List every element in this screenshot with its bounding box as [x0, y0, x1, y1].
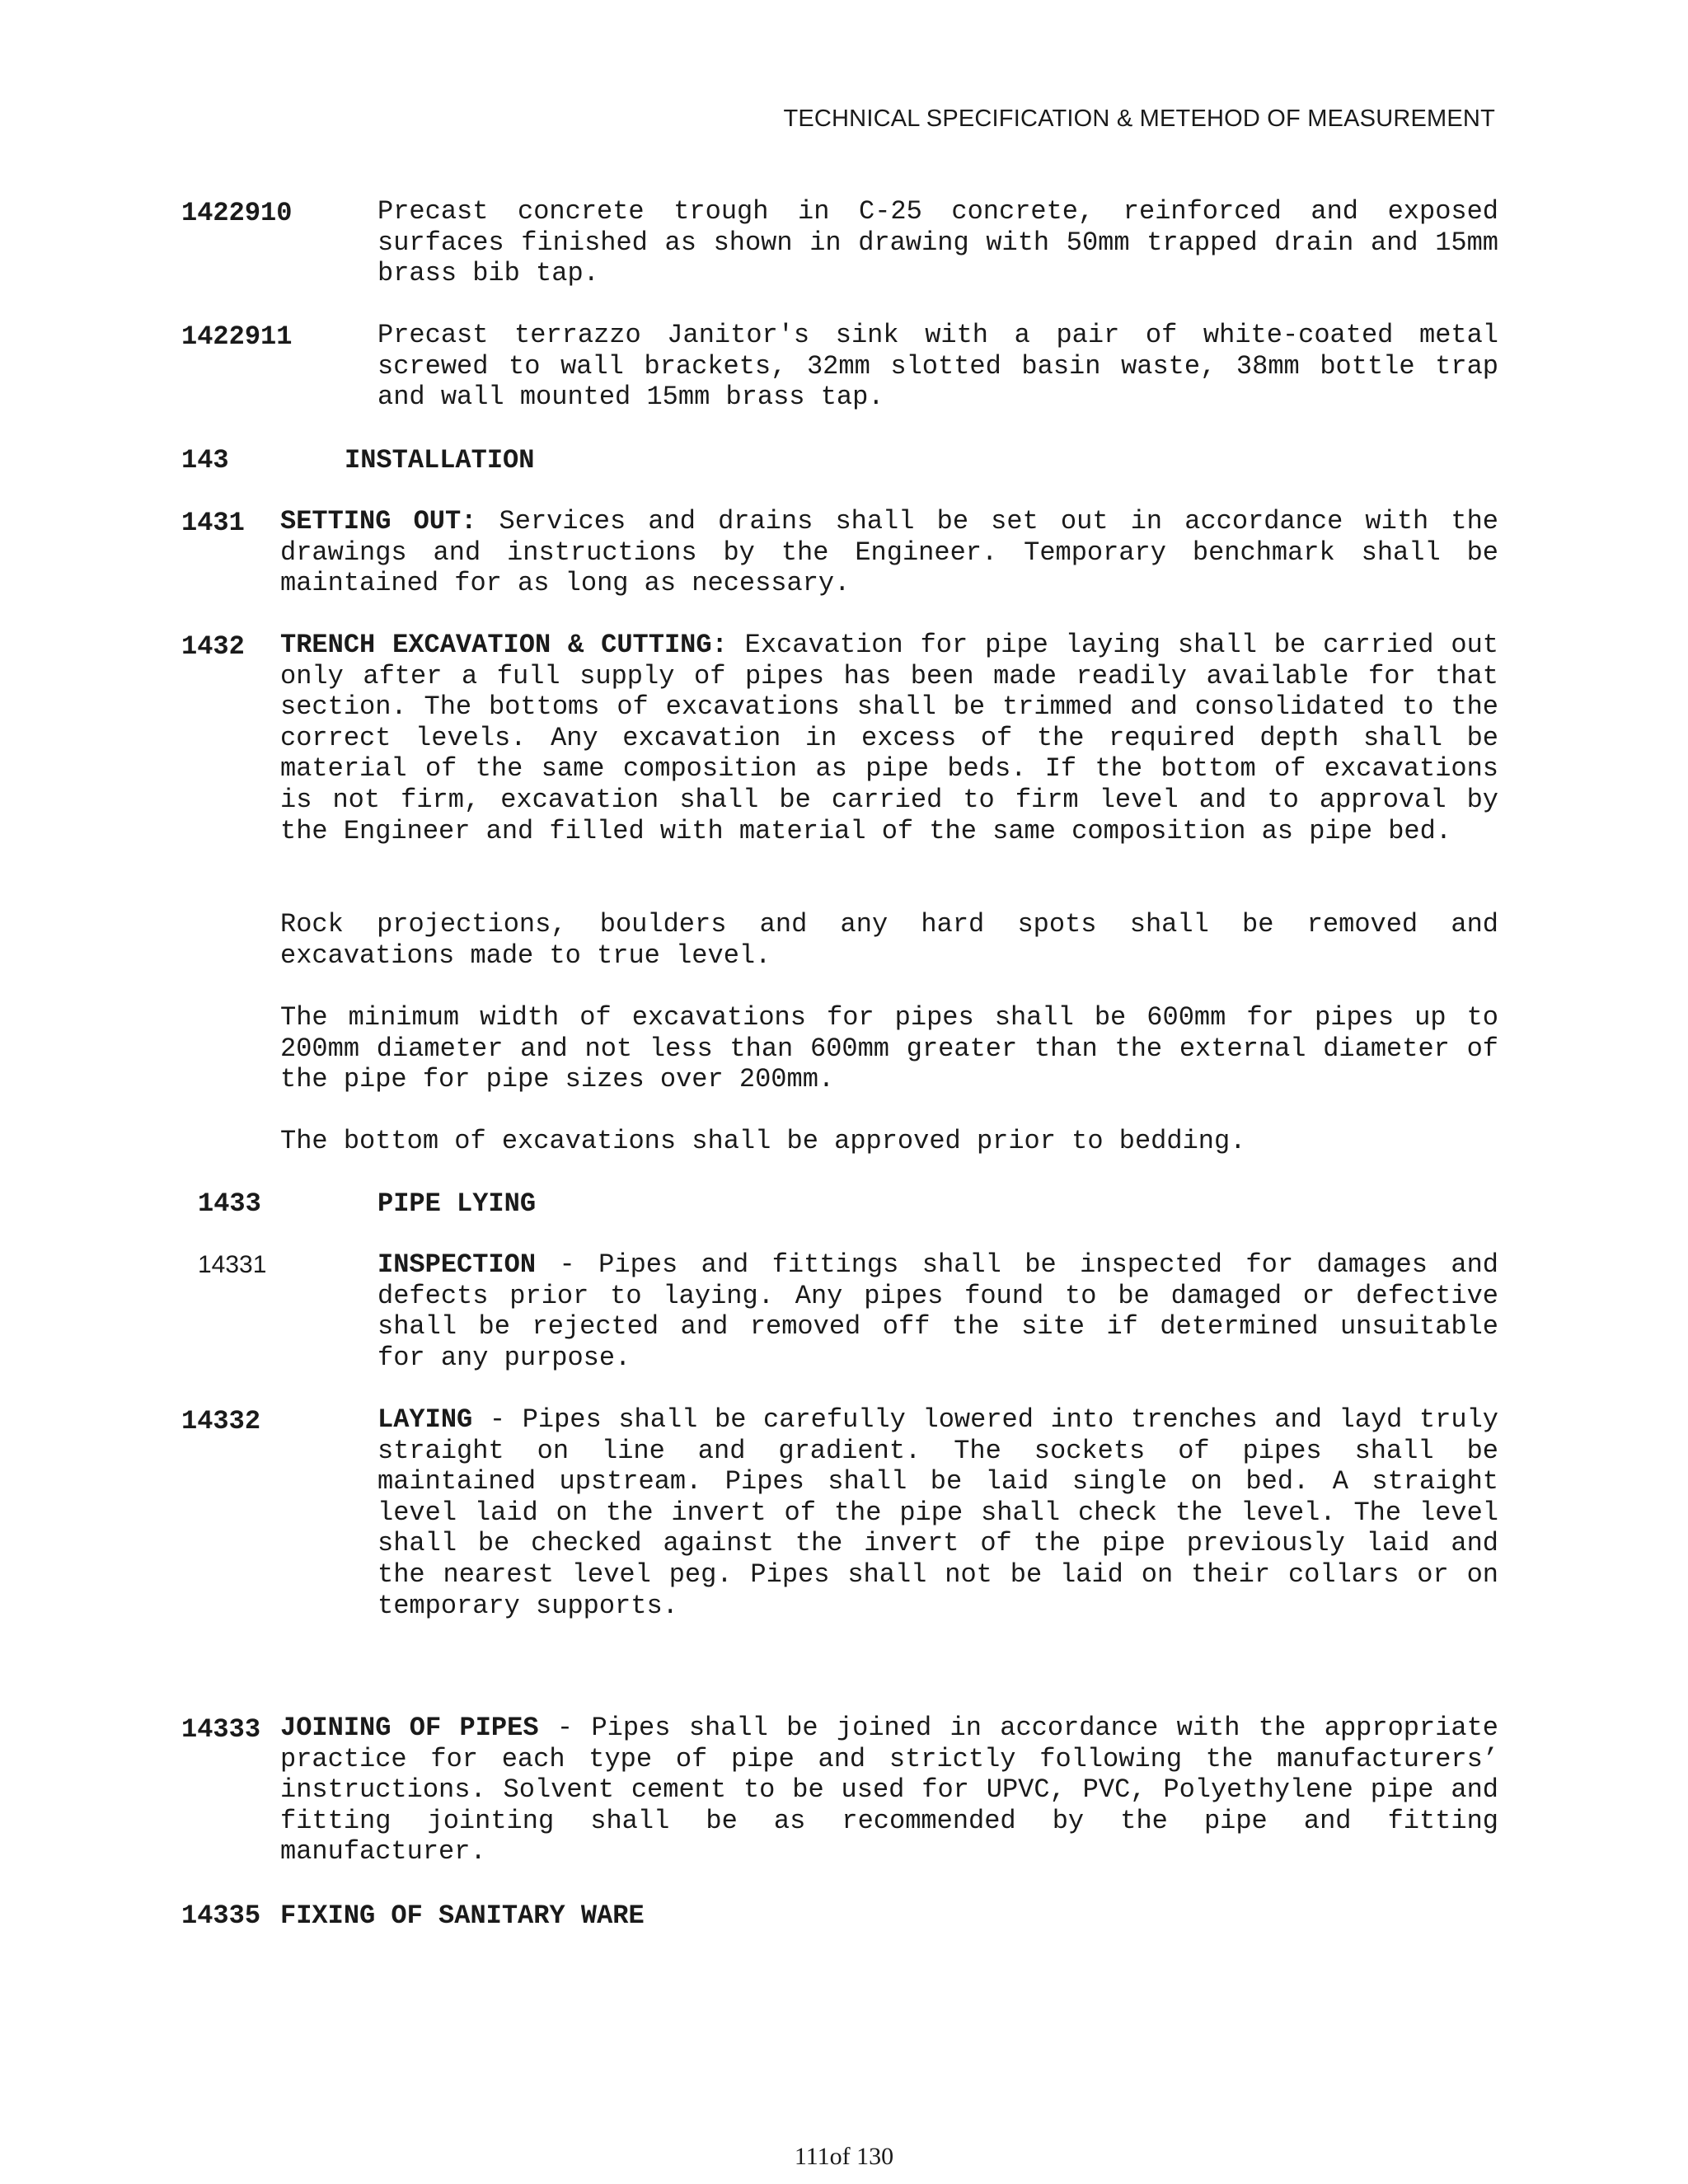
clause-paragraph: Rock projections, boulders and any hard spots shall be removed and excavations made to true level.	[280, 909, 1498, 971]
clause-laying	[377, 1404, 1498, 1621]
item-code: 1422911	[181, 321, 293, 352]
page-header-title: TECHNICAL SPECIFICATION & METEHOD OF MEASUREMENT	[783, 105, 1495, 132]
item-code: 1422910	[181, 198, 293, 228]
clause-number: 14331	[198, 1251, 267, 1278]
clause-text: Services and drains shall be set out in accordance with the drawings and instructions by the Engineer. Temporary benchmark shall be maintained for as long as necessary.	[280, 506, 1499, 599]
clause-lead: TRENCH EXCAVATION & CUTTING:	[280, 630, 728, 660]
clause-number: 14335	[181, 1900, 261, 1931]
section-number: 143	[181, 445, 229, 476]
clause-trench-excavation	[280, 630, 1498, 846]
clause-number: 14332	[181, 1406, 261, 1436]
item-description: Precast concrete trough in C-25 concrete, reinforced and exposed surfaces finished as shown in drawing with 50mm trapped drain and 15mm brass bib tap.	[377, 196, 1498, 289]
clause-text: Excavation for pipe laying shall be carried out only after a full supply of pipes has been made readily available for that section. The bottoms of excavations shall be trimmed and consolidated to the correct levels. Any excavation in excess of the required depth shall be material of the same composition as pipe beds. If the bottom of excavations is not firm, excavation shall be carried to firm level and to approval by the Engineer and filled with material of the same composition as pipe bed.	[280, 630, 1498, 846]
section-title: PIPE LYING	[377, 1188, 537, 1219]
clause-number: 14333	[181, 1714, 261, 1745]
clause-paragraph: The bottom of excavations shall be approved prior to bedding.	[280, 1126, 1246, 1156]
clause-setting-out	[280, 506, 1498, 599]
clause-lead: JOINING OF PIPES	[280, 1713, 539, 1743]
item-description: Precast terrazzo Janitor's sink with a pair of white-coated metal screwed to wall brackets, 32mm slotted basin waste, 38mm bottle trap and wall mounted 15mm brass tap.	[377, 320, 1498, 413]
clause-paragraph: The minimum width of excavations for pipes shall be 600mm for pipes up to 200mm diameter and not less than 600mm greater than the external diameter of the pipe for pipe sizes over 200mm.	[280, 1002, 1498, 1095]
section-number: 1433	[198, 1188, 261, 1219]
clause-text: - Pipes shall be joined in accordance with the appropriate practice for each type of pipe and strictly following the manufacturers’ instructions. Solvent cement to be used for UPVC, PVC, Polyethylene pipe and fitting jointing shall be as recommended by the pipe and fitting manufacturer.	[280, 1713, 1499, 1868]
clause-lead: LAYING	[377, 1404, 473, 1435]
clause-inspection	[377, 1249, 1498, 1373]
section-title: INSTALLATION	[345, 445, 535, 476]
clause-joining-of-pipes	[280, 1713, 1498, 1868]
section-title: FIXING OF SANITARY WARE	[280, 1900, 645, 1931]
clause-number: 1431	[181, 508, 245, 538]
clause-lead: INSPECTION	[377, 1249, 537, 1280]
clause-text: - Pipes and fittings shall be inspected for damages and defects prior to laying. Any pipes found to be damaged or defective shall be rejected and removed off the site if determined unsuitable for any purpose.	[377, 1249, 1498, 1373]
clause-number: 1432	[181, 631, 245, 662]
page-number: 111of 130	[794, 2143, 894, 2170]
clause-lead: SETTING OUT:	[280, 506, 477, 537]
clause-text: - Pipes shall be carefully lowered into trenches and layd truly straight on line and gradient. The sockets of pipes shall be maintained upstream. Pipes shall be laid single on bed. A straight level laid on the invert of the pipe shall check the level. The level shall be checked against the invert of the pipe previously laid and the nearest level peg. Pipes shall not be laid on their collars or on temporary supports.	[377, 1404, 1498, 1621]
